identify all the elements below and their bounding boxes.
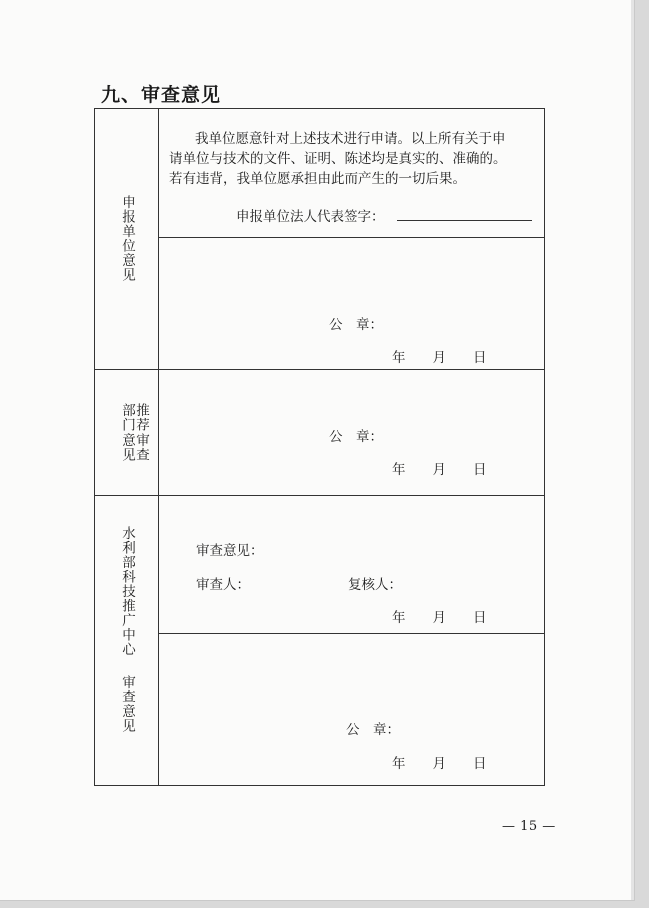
review-date-label: 年 月 日 xyxy=(392,610,487,626)
recommender-opinion-label-col4: 意见 xyxy=(119,433,135,462)
page-number: — 15 — xyxy=(502,819,556,834)
applicant-opinion-label: 申报单位意见 xyxy=(119,195,135,282)
declaration-line-2: 请单位与技术的文件、证明、陈述均是真实的、准确的。 xyxy=(169,151,507,167)
row-divider-applicant xyxy=(94,369,545,370)
recommender-opinion-label-col1: 推荐 xyxy=(133,403,149,432)
applicant-seal-label: 公 章： xyxy=(329,317,383,333)
subrow-divider-applicant xyxy=(158,237,545,238)
applicant-declaration xyxy=(169,129,545,189)
recommender-opinion-label-col3: 审查 xyxy=(133,433,149,462)
section-title: 九、审查意见 xyxy=(101,84,222,106)
review-opinion-label: 审查意见： xyxy=(196,543,264,559)
rechecker-label: 复核人： xyxy=(348,577,402,593)
recommender-date-label: 年 月 日 xyxy=(392,462,487,478)
signature-line[interactable] xyxy=(397,220,532,221)
legal-rep-signature-label: 申报单位法人代表签字： xyxy=(236,209,385,225)
subrow-divider-center xyxy=(158,633,545,634)
center-seal-label: 公 章： xyxy=(346,722,400,738)
center-label-top: 水利部科技推广中心 xyxy=(119,526,135,657)
reviewer-label: 审查人： xyxy=(196,577,250,593)
declaration-line-3: 若有违背，我单位愿承担由此而产生的一切后果。 xyxy=(169,171,466,187)
page-edge xyxy=(631,0,634,900)
recommender-opinion-label-col2: 部门 xyxy=(119,403,135,432)
row-divider-recommender xyxy=(94,495,545,496)
declaration-line-1: 我单位愿意针对上述技术进行申请。以上所有关于申 xyxy=(195,131,506,147)
recommender-seal-label: 公 章： xyxy=(329,429,383,445)
center-date-label: 年 月 日 xyxy=(392,756,487,772)
label-column-divider xyxy=(158,108,159,786)
center-label-bottom: 审查意见 xyxy=(119,675,135,733)
applicant-date-label: 年 月 日 xyxy=(392,350,487,366)
